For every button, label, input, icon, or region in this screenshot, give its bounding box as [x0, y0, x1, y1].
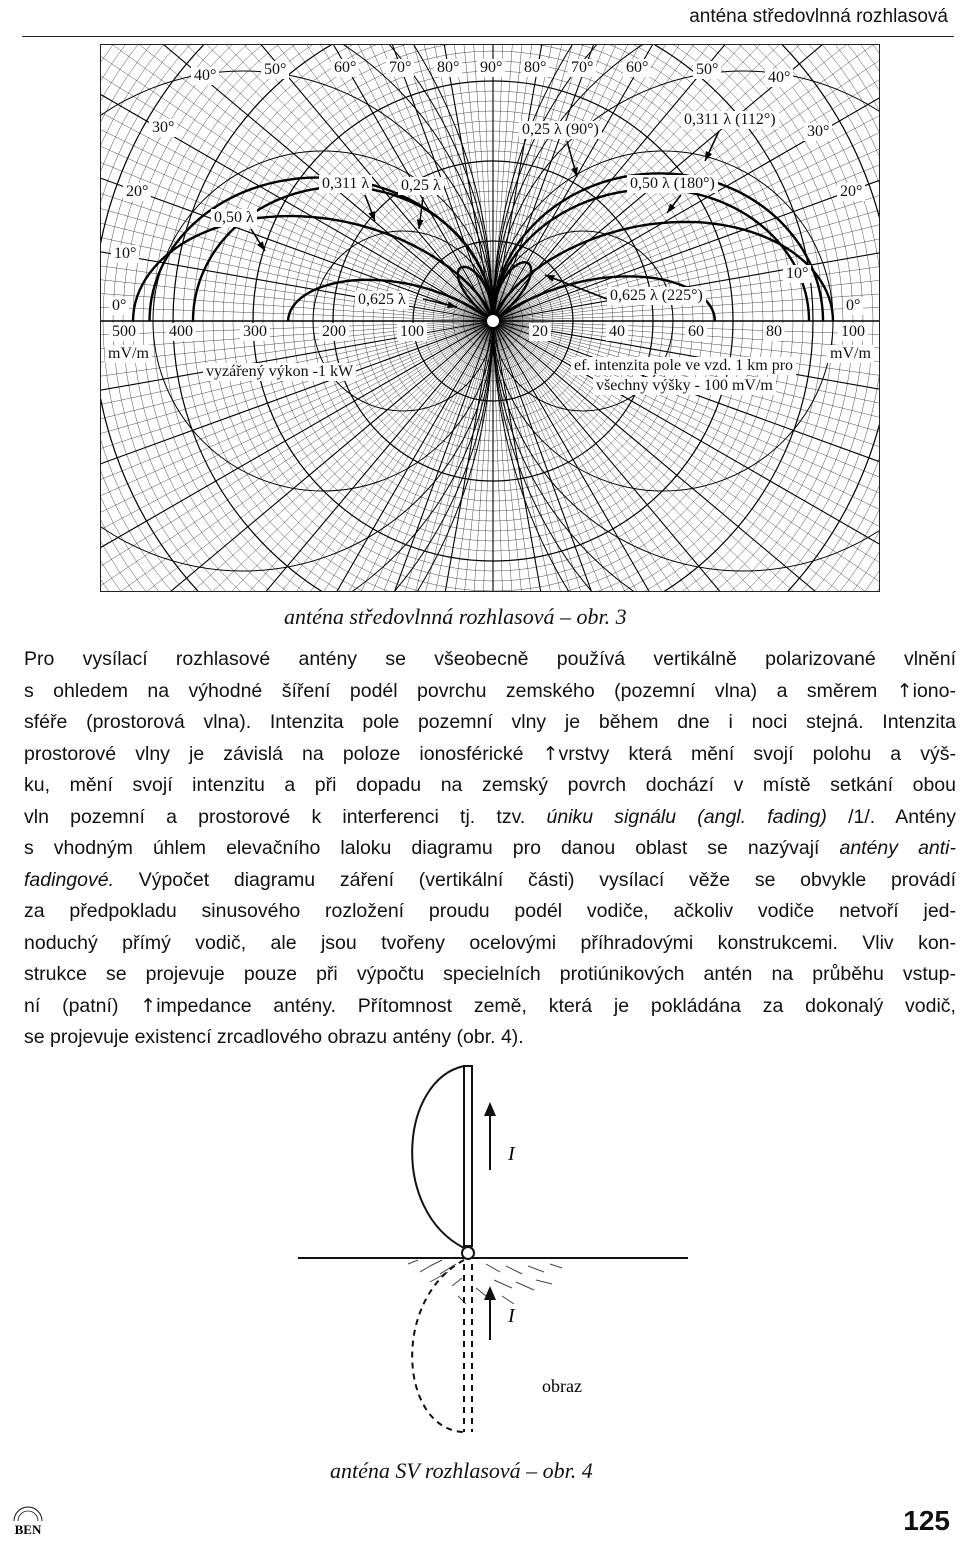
scale-right-20: 20	[529, 323, 551, 341]
radiation-pattern-figure	[100, 44, 880, 592]
grid-radial	[143, 321, 493, 592]
scale-right-40: 40	[606, 323, 628, 341]
curve-label-025: 0,25 λ	[398, 177, 444, 195]
curve-label-025-90: 0,25 λ (90°)	[519, 121, 602, 139]
lobe-050-right	[493, 222, 833, 321]
scale-right-100: 100	[838, 323, 868, 341]
angle-label-70-left: 70°	[386, 59, 414, 77]
scale-right-60: 60	[685, 323, 707, 341]
text-line: noduchý přímý vodič, ale jsou tvořeny ocelovými příhradovými konstrukcemi. Vliv kon-	[24, 931, 956, 954]
scale-right-unit: mV/m	[827, 345, 874, 363]
antenna-mast	[464, 1066, 472, 1246]
text-line: za předpokladu sinusového rozložení proudu podél vodiče, ačkoliv vodiče netvoří jed-	[24, 900, 956, 922]
curve-label-0625: 0,625 λ	[355, 291, 409, 309]
current-label-upper: I	[508, 1143, 515, 1165]
angle-label-90: 90°	[477, 59, 505, 77]
angle-label-80-right: 80°	[521, 59, 549, 77]
angle-label-10-right: 10°	[783, 265, 811, 283]
text-line: ku, mění svojí intenzitu a při dopadu na zemský povrch dochází v místě setkání obou	[24, 774, 956, 796]
scale-right-80: 80	[763, 323, 785, 341]
angle-label-60-right: 60°	[623, 59, 651, 77]
antenna-image-figure	[280, 1060, 700, 1480]
image-label: obraz	[542, 1376, 582, 1396]
scale-left-unit: mV/m	[105, 345, 152, 363]
grid-radial	[254, 321, 493, 592]
angle-label-70-right: 70°	[568, 59, 596, 77]
header-rule	[22, 36, 954, 37]
arrow-head-icon	[257, 241, 265, 251]
arrow-head-icon	[705, 151, 712, 161]
text-line: fadingové. Výpočet diagramu záření (vertikální části) vysílací věže se obvykle provádí	[24, 868, 956, 891]
grid-radial	[493, 321, 880, 537]
angle-label-30-left: 30°	[149, 119, 177, 137]
scale-left-100: 100	[397, 323, 427, 341]
angle-label-60-left: 60°	[331, 59, 359, 77]
antenna-origin	[486, 314, 500, 328]
curve-label-050: 0,50 λ	[211, 209, 257, 227]
angle-label-50-left: 50°	[261, 61, 289, 79]
ground-hatching	[408, 1260, 562, 1304]
current-label-lower: I	[508, 1305, 515, 1327]
angle-label-0-right: 0°	[843, 297, 863, 315]
angle-label-10-left: 10°	[111, 245, 139, 263]
grid-radial	[101, 321, 493, 560]
scale-left-200: 200	[319, 323, 349, 341]
power-label: vyzářený výkon -1 kW	[203, 363, 356, 381]
current-distribution-curve	[412, 1066, 464, 1248]
grid-radial	[101, 321, 493, 537]
page-number: 125	[903, 1505, 950, 1536]
scale-left-300: 300	[240, 323, 270, 341]
text-line: strukce se projevuje pouze při výpočtu specielních protiúnikových antén na průběhu vstup-	[24, 963, 956, 985]
grid-radial	[101, 82, 493, 321]
antenna-feed-point	[462, 1247, 474, 1259]
angle-label-30-right: 30°	[804, 123, 832, 141]
arrow-up-icon	[484, 1102, 496, 1116]
publisher-logo	[8, 1503, 48, 1537]
mirror-current-curve	[412, 1260, 464, 1432]
text-line: ní (patní) ↑impedance antény. Přítomnost země, která je pokládána za dokonalý vodič,	[24, 994, 956, 1017]
text-line: prostorové vlny je závislá na poloze ionosférické ↑vrstvy která mění svojí polohu a výš-	[24, 742, 956, 765]
page-header-title: anténa středovlnná rozhlasová	[689, 6, 948, 27]
arrow-up-icon: ↑	[896, 679, 913, 702]
figure2-caption: anténa SV rozhlasová – obr. 4	[330, 1458, 593, 1483]
curve-label-050-180: 0,50 λ (180°)	[627, 175, 718, 193]
angle-label-20-right: 20°	[837, 183, 865, 201]
grid-radial	[101, 105, 493, 321]
angle-label-40-right: 40°	[765, 69, 793, 87]
angle-label-80-left: 80°	[434, 59, 462, 77]
grid-radial	[493, 321, 880, 514]
text-line: s ohledem na výhodné šíření podél povrchu zemského (pozemní vlna) a směrem ↑iono-	[24, 679, 956, 702]
field-label-line1: ef. intenzita pole ve vzd. 1 km pro	[571, 357, 796, 375]
curve-label-0311-112: 0,311 λ (112°)	[681, 111, 779, 129]
scale-left-400: 400	[166, 323, 196, 341]
antenna-diagram-svg	[280, 1060, 700, 1480]
text-line: s vhodným úhlem elevačního laloku diagramu pro danou oblast se nazývají antény anti-	[24, 837, 956, 859]
svg-text:BEN: BEN	[14, 1522, 42, 1537]
curve-label-0311: 0,311 λ	[319, 175, 372, 193]
figure1-caption: anténa středovlnná rozhlasová – obr. 3	[284, 604, 627, 629]
arrow-up-icon: ↑	[140, 994, 157, 1017]
text-line: sféře (prostorová vlna). Intenzita pole pozemní vlny je během dne i noci stejná. Intenzita	[24, 711, 956, 733]
grid-radial	[347, 321, 493, 592]
angle-label-0-left: 0°	[109, 297, 129, 315]
angle-label-50-right: 50°	[693, 61, 721, 79]
field-label-line2: všechny výšky - 100 mV/m	[593, 377, 776, 395]
arrow-up-icon	[484, 1286, 496, 1300]
arrow-up-icon: ↑	[542, 742, 559, 765]
text-line: vln pozemní a prostorové k interferenci tj. tzv. úniku signálu (angl. fading) /1/. Antény	[24, 805, 956, 828]
scale-left-500: 500	[109, 323, 139, 341]
text-line: Pro vysílací rozhlasové antény se všeobecně používá vertikálně polarizované vlnění	[24, 648, 956, 670]
curve-label-0625-225: 0,625 λ (225°)	[607, 287, 706, 305]
body-paragraph	[24, 644, 956, 1054]
text-line: se projevuje existencí zrcadlového obrazu antény (obr. 4).	[24, 1026, 524, 1048]
angle-label-40-left: 40°	[191, 67, 219, 85]
angle-label-20-left: 20°	[123, 183, 151, 201]
